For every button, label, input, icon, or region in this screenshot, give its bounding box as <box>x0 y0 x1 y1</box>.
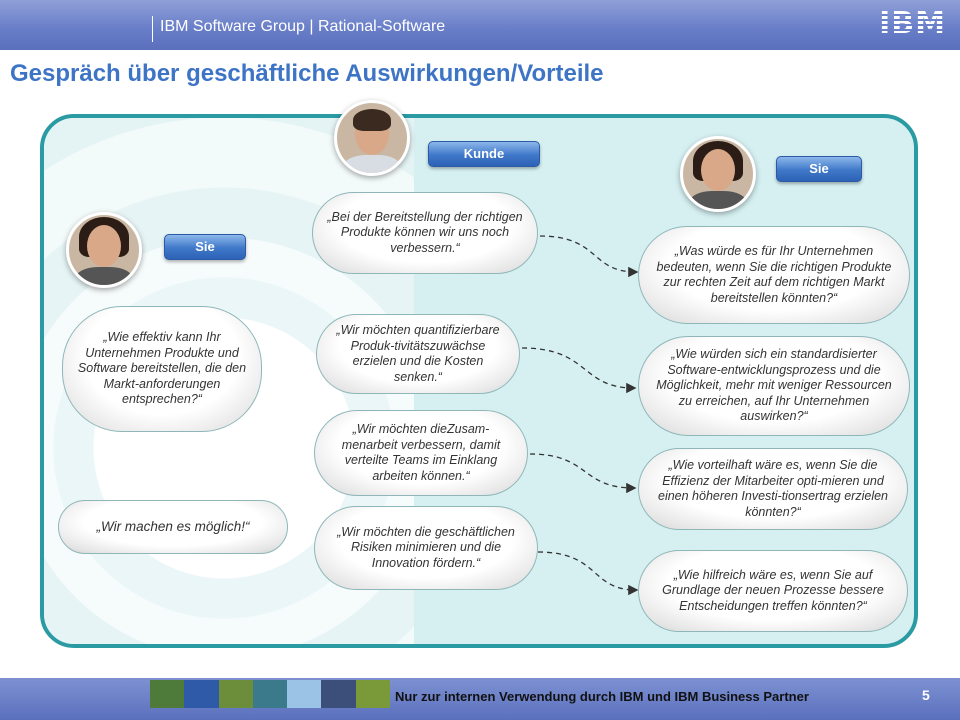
left-question-bubble: „Wie effektiv kann Ihr Unternehmen Produkte und Software bereitstellen, die den Markt-anforderungen entsprechen?“ <box>62 306 262 432</box>
slide-title: Gespräch über geschäftliche Auswirkungen/Vorteile <box>10 60 604 87</box>
center-bubble-2: „Wir möchten quantifizierbare Produk-tivitätszuwächse erzielen und die Kosten senken.“ <box>316 314 520 394</box>
you-right-avatar <box>680 136 756 212</box>
center-bubble-4: „Wir möchten die geschäftlichen Risiken minimieren und die Innovation fördern.“ <box>314 506 538 590</box>
right-bubble-3: „Wie vorteilhaft wäre es, wenn Sie die Effizienz der Mitarbeiter opti-mieren und einen höheren Investi-tionsertrag erzielen könnten?“ <box>638 448 908 530</box>
right-bubble-4: „Wie hilfreich wäre es, wenn Sie auf Grundlage der neuen Prozesse bessere Entscheidungen treffen könnten?“ <box>638 550 908 632</box>
customer-role-tag: Kunde <box>428 141 540 167</box>
you-left-avatar <box>66 212 142 288</box>
customer-avatar <box>334 100 410 176</box>
center-bubble-3: „Wir möchten dieZusam-menarbeit verbessern, damit verteilte Teams im Einklang arbeiten können.“ <box>314 410 528 496</box>
header-group-text: IBM Software Group | Rational-Software <box>160 18 446 35</box>
footer-image-strip <box>150 680 390 708</box>
right-bubble-2: „Wie würden sich ein standardisierter Software-entwicklungsprozess und die Möglichkeit, mehr mit weniger Ressourcen zu erreichen, auf Ihr Unternehmen auswirken?“ <box>638 336 910 436</box>
ibm-logo: IBM <box>879 6 946 41</box>
header-separator <box>152 16 153 42</box>
right-bubble-1: „Was würde es für Ihr Unternehmen bedeuten, wenn Sie die richtigen Produkte zur rechten Zeit auf dem richtigen Markt bereitstellen könnten?“ <box>638 226 910 324</box>
page-number: 5 <box>922 687 930 703</box>
header-bar <box>0 0 960 50</box>
left-answer-bubble: „Wir machen es möglich!“ <box>58 500 288 554</box>
you-right-role-tag: Sie <box>776 156 862 182</box>
you-left-role-tag: Sie <box>164 234 246 260</box>
center-bubble-1: „Bei der Bereitstellung der richtigen Produkte können wir uns noch verbessern.“ <box>312 192 538 274</box>
footer-notice: Nur zur internen Verwendung durch IBM und IBM Business Partner <box>395 689 809 704</box>
